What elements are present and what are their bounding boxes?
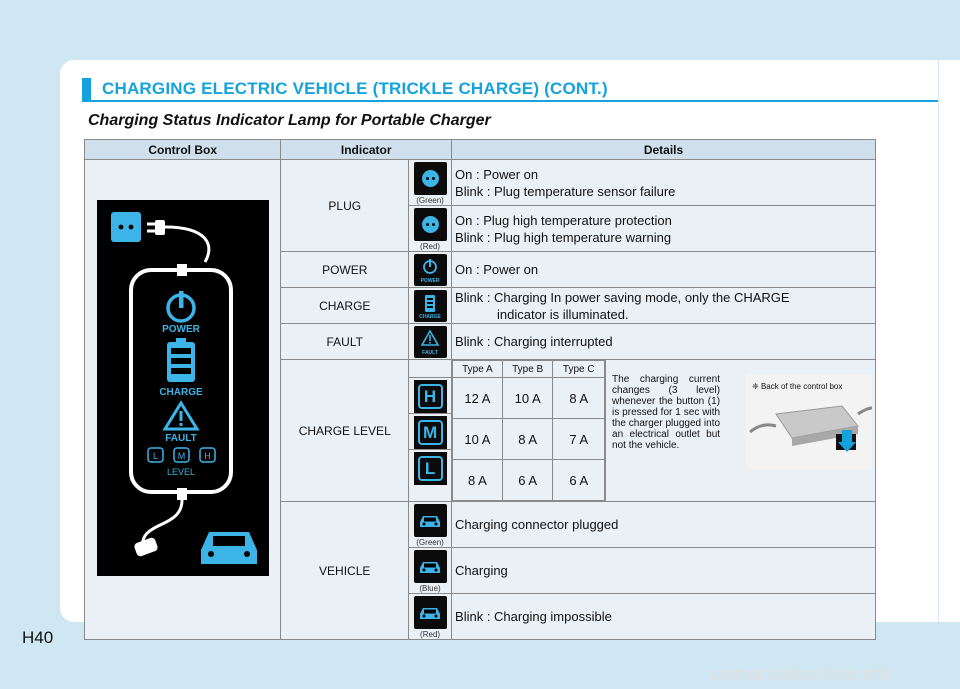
status-table bbox=[84, 139, 876, 640]
control-box-back-photo bbox=[746, 374, 872, 470]
level-table bbox=[452, 360, 605, 501]
color-note: (Red) bbox=[420, 242, 441, 251]
section-header-rule bbox=[82, 100, 938, 102]
power-icon-cell bbox=[409, 252, 452, 288]
level-h-letter: H bbox=[418, 384, 443, 409]
plug-red-detail bbox=[452, 206, 876, 252]
level-value: 8 A bbox=[553, 378, 605, 419]
photo-caption: ❈ Back of the control box bbox=[752, 382, 843, 391]
control-box-drawing bbox=[97, 200, 269, 576]
power-detail: On : Power on bbox=[452, 252, 876, 288]
table-row bbox=[85, 160, 876, 206]
indicator-charge: CHARGE bbox=[281, 288, 409, 324]
level-value: 7 A bbox=[553, 419, 605, 460]
control-box-cell bbox=[85, 160, 281, 640]
charge-icon-label: CHARGE bbox=[419, 314, 441, 320]
vehicle-green-detail: Charging connector plugged bbox=[452, 502, 876, 548]
detail-line: On : Plug high temperature protection bbox=[455, 212, 672, 228]
level-values-cell bbox=[452, 360, 606, 502]
section-header bbox=[82, 78, 938, 102]
control-box-power-label: POWER bbox=[162, 324, 200, 335]
color-note: (Red) bbox=[420, 630, 441, 639]
type-c-header: Type C bbox=[553, 361, 605, 378]
level-value: 12 A bbox=[453, 378, 503, 419]
header-details: Details bbox=[452, 140, 876, 160]
fault-detail: Blink : Charging interrupted bbox=[452, 324, 876, 360]
charge-icon-cell bbox=[409, 288, 452, 324]
indicator-power: POWER bbox=[281, 252, 409, 288]
level-h-icon bbox=[414, 380, 447, 413]
level-icons-cell bbox=[409, 360, 452, 502]
detail-line: Blink : Charging In power saving mode, only the CHARGE bbox=[455, 289, 790, 305]
charge-detail bbox=[452, 288, 876, 324]
table-header-row bbox=[85, 140, 876, 160]
fault-icon-label: FAULT bbox=[422, 350, 438, 356]
fault-icon-cell bbox=[409, 324, 452, 360]
level-l-icon bbox=[414, 452, 447, 485]
plug-green-detail bbox=[452, 160, 876, 206]
color-note: (Blue) bbox=[419, 584, 441, 593]
level-note-cell bbox=[606, 360, 876, 502]
vehicle-blue-icon bbox=[414, 550, 447, 583]
power-indicator-icon bbox=[414, 254, 447, 286]
indicator-plug: PLUG bbox=[281, 160, 409, 252]
type-a-header: Type A bbox=[453, 361, 503, 378]
indicator-fault: FAULT bbox=[281, 324, 409, 360]
level-row-m bbox=[453, 419, 605, 460]
subtitle: Charging Status Indicator Lamp for Portable Charger bbox=[88, 112, 491, 129]
indicator-charge-level: CHARGE LEVEL bbox=[281, 360, 409, 502]
color-note: (Green) bbox=[416, 196, 444, 205]
level-letter-l: L bbox=[152, 451, 159, 461]
vehicle-red-icon-cell bbox=[409, 594, 452, 640]
plug-green-icon bbox=[414, 162, 447, 195]
level-header-row bbox=[453, 361, 605, 378]
detail-line: Blink : Plug high temperature warning bbox=[455, 229, 672, 245]
level-letter-h: H bbox=[204, 451, 211, 461]
section-header-tab bbox=[82, 78, 91, 100]
plug-green-icon-cell bbox=[409, 160, 452, 206]
watermark: carmanualsonline.info bbox=[708, 664, 893, 685]
level-note: The charging current changes (3 level) whenever the button (1) is pressed for 1 sec with the charger plugged into an electrical outlet but not the vehicle. bbox=[612, 374, 721, 451]
vehicle-green-icon bbox=[414, 504, 447, 537]
vehicle-green-icon-cell bbox=[409, 502, 452, 548]
level-row-l bbox=[453, 460, 605, 501]
level-value: 8 A bbox=[502, 419, 553, 460]
detail-line: On : Power on bbox=[455, 166, 539, 182]
indicator-vehicle: VEHICLE bbox=[281, 502, 409, 640]
vehicle-blue-icon-cell bbox=[409, 548, 452, 594]
level-m-letter: M bbox=[418, 420, 443, 445]
level-value: 10 A bbox=[453, 419, 503, 460]
fault-indicator-icon bbox=[414, 326, 447, 358]
detail-line: indicator is illuminated. bbox=[497, 306, 629, 322]
level-value: 6 A bbox=[502, 460, 553, 501]
power-icon-label: POWER bbox=[420, 278, 440, 284]
level-letter-m: M bbox=[177, 451, 186, 461]
plug-red-icon-cell bbox=[409, 206, 452, 252]
page-margin-strip bbox=[938, 60, 960, 622]
control-box-charge-label: CHARGE bbox=[159, 387, 203, 398]
plug-icon bbox=[111, 212, 141, 242]
control-box-level-label: LEVEL bbox=[166, 467, 196, 477]
page-number: H40 bbox=[22, 628, 54, 647]
header-indicator: Indicator bbox=[281, 140, 452, 160]
level-value: 10 A bbox=[502, 378, 553, 419]
level-m-icon bbox=[414, 416, 447, 449]
level-value: 6 A bbox=[553, 460, 605, 501]
vehicle-red-icon bbox=[414, 596, 447, 629]
section-title: CHARGING ELECTRIC VEHICLE (TRICKLE CHARGE) (CONT.) bbox=[102, 79, 608, 98]
color-note: (Green) bbox=[416, 538, 444, 547]
plug-red-icon bbox=[414, 208, 447, 241]
level-value: 8 A bbox=[453, 460, 503, 501]
charge-indicator-icon bbox=[414, 290, 447, 322]
vehicle-blue-detail: Charging bbox=[452, 548, 876, 594]
vehicle-red-detail: Blink : Charging impossible bbox=[452, 594, 876, 640]
header-control-box: Control Box bbox=[85, 140, 281, 160]
level-l-letter: L bbox=[418, 456, 443, 481]
type-b-header: Type B bbox=[502, 361, 553, 378]
detail-line: Blink : Plug temperature sensor failure bbox=[455, 183, 676, 199]
level-row-h bbox=[453, 378, 605, 419]
control-box-fault-label: FAULT bbox=[165, 433, 197, 444]
control-box-illustration bbox=[97, 200, 269, 576]
